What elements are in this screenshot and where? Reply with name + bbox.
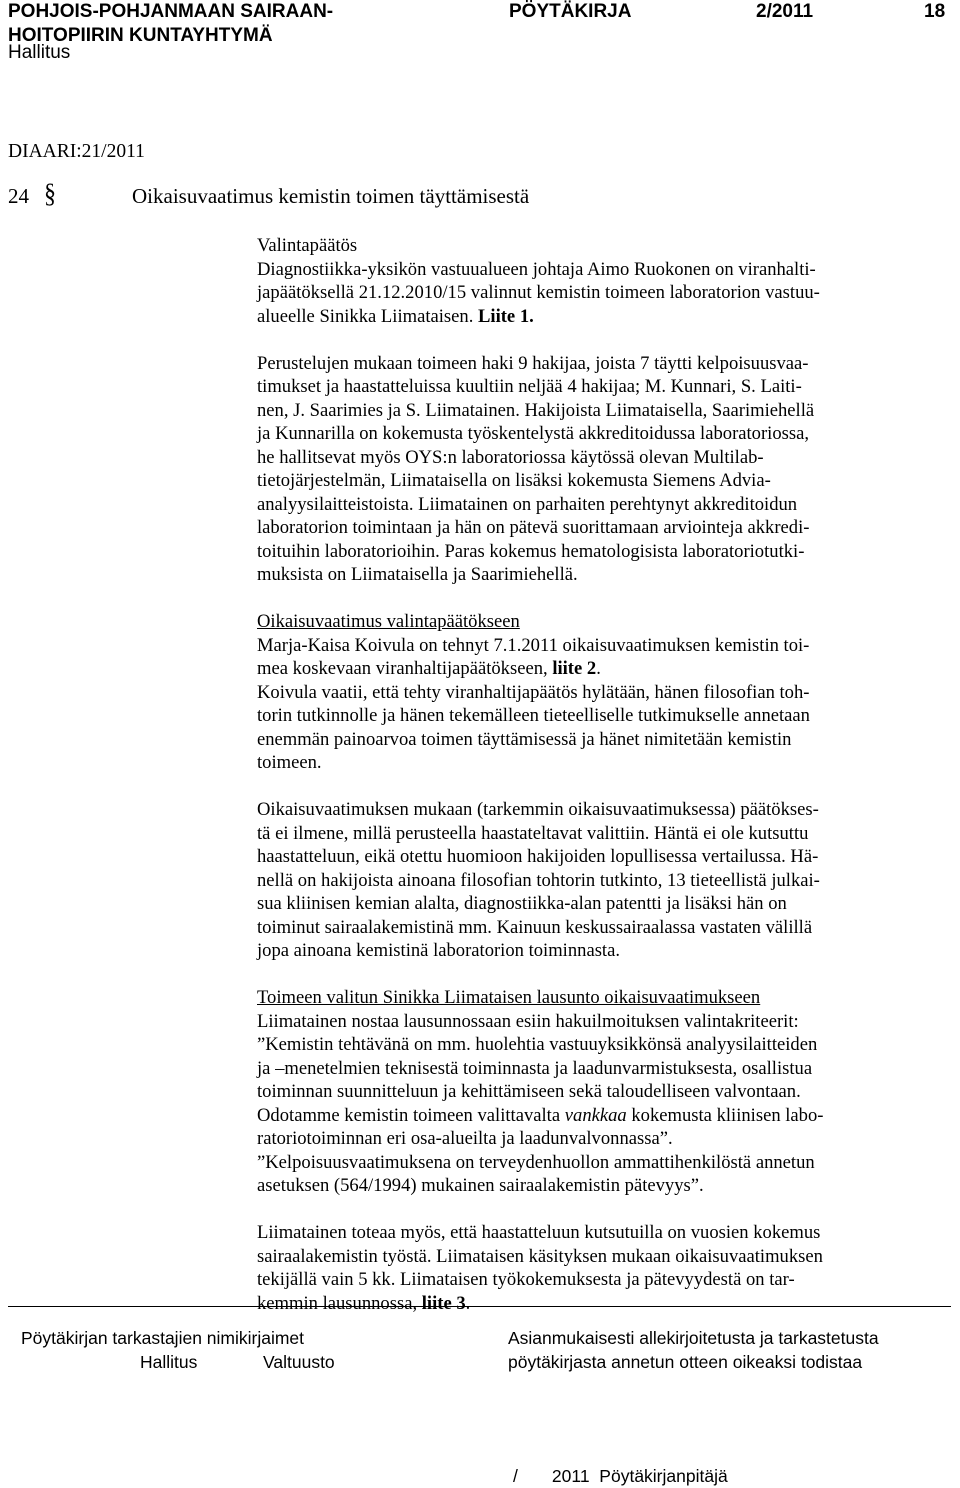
period: .: [596, 658, 601, 679]
line: nellä on hakijoista ainoana filosofian tohtorin tutkinto, 13 tieteellistä julkai-: [257, 869, 820, 891]
line: japäätöksellä 21.12.2010/15 valinnut kemistin toimeen laboratorion vastuu-: [257, 282, 820, 303]
period: .: [465, 1292, 471, 1314]
attachment-ref-2: liite 2: [552, 658, 597, 679]
line: haastatteluun, eikä otettu huomioon hakijoiden lopullisessa vertailussa. Hä-: [257, 846, 819, 867]
document-body: [257, 234, 951, 1315]
line: Perustelujen mukaan toimeen haki 9 hakijaa, joista 7 täytti kelpoisuusvaa-: [257, 352, 809, 374]
line: ja Kunnarilla on kokemusta työskentelystä akkreditoidussa laboratoriossa,: [257, 423, 810, 444]
line: Odotamme kemistin toimeen valittavalta: [257, 1104, 565, 1126]
attachment-ref-3: liite 3: [421, 1292, 466, 1314]
line: analyysilaitteistoista. Liimatainen on parhaiten perehtynyt akkreditoidun: [257, 493, 798, 515]
line: ”Kelpoisuusvaatimuksena on terveydenhuollon ammattihenkilöstä annetun: [257, 1151, 815, 1173]
line: nen, J. Saarimies ja S. Liimatainen. Hakijoista Liimataisella, Saarimiehellä: [257, 399, 815, 421]
paragraph-statement: [257, 1010, 951, 1198]
paragraph-decision: [257, 258, 951, 329]
paragraph-appeal-details: [257, 798, 951, 963]
line: tietojärjestelmän, Liimataisella on lisäksi kokemusta Siemens Advia-: [257, 470, 771, 491]
line: Diagnostiikka-yksikön vastuualueen johtaja Aimo Ruokonen on viranhalti-: [257, 258, 816, 280]
signature-year: 2011: [551, 1466, 590, 1486]
line: asetuksen (564/1994) mukainen sairaalakemistin pätevyys”.: [257, 1175, 704, 1196]
emphasis-word: vankkaa: [564, 1104, 627, 1126]
document-number: 2/2011: [756, 1, 814, 22]
line: toituihin laboratorioihin. Paras kokemus hematologisista laboratoriotutki-: [257, 540, 805, 562]
line: Oikaisuvaatimuksen mukaan (tarkemmin oikaisuvaatimuksessa) päätökses-: [257, 799, 819, 820]
heading-statement: Toimeen valitun Sinikka Liimataisen lausunto oikaisuvaatimukseen: [257, 987, 761, 1008]
line: Liimatainen nostaa lausunnossaan esiin hakuilmoituksen valintakriteerit:: [257, 1010, 799, 1032]
signatures-label: Pöytäkirjan tarkastajien nimikirjaimet: [21, 1328, 305, 1348]
line: toiminnan suunnitteluun ja kehittämiseen sekä taloudelliseen valvontaan.: [257, 1081, 801, 1102]
organization-line-2: HOITOPIIRIN KUNTAYHTYMÄ: [8, 25, 273, 46]
line: kokemusta kliinisen labo-: [626, 1104, 824, 1126]
line: he hallitsevat myös OYS:n laboratoriossa käytössä olevan Multilab-: [257, 446, 764, 468]
line: ja –menetelmien teknisestä toiminnasta ja laadunvarmistuksesta, osallistua: [257, 1057, 813, 1079]
line: torin tutkinnolle ja hänen tekemälleen tieteelliselle tutkimukselle annetaan: [257, 705, 810, 726]
line: Marja-Kaisa Koivula on tehnyt 7.1.2011 oikaisuvaatimuksen kemistin toi-: [257, 634, 810, 656]
minutes-keeper: Pöytäkirjanpitäjä: [599, 1466, 728, 1486]
document-type: PÖYTÄKIRJA: [509, 1, 632, 22]
line: enemmän painoarvoa toimen täyttämisessä ja hänet nimitetään kemistin: [257, 728, 792, 750]
organization-line-1: POHJOIS-POHJANMAAN SAIRAAN-: [8, 1, 334, 22]
line: sua kliinisen kemian alalta, diagnostiikka-alan patentti ja lisäksi hän on: [257, 893, 787, 914]
signature-date-line: [513, 1464, 728, 1488]
signature-column-hallitus: Hallitus: [140, 1352, 198, 1372]
paragraph-rationale: [257, 352, 951, 587]
line: laboratorion toimintaan ja hän on pätevä suorittamaan arviointeja akkredi-: [257, 517, 810, 538]
line: toimeen.: [257, 752, 322, 773]
line: sairaalakemistin työstä. Liimataisen käsityksen mukaan oikaisuvaatimuksen: [257, 1245, 823, 1267]
line: ”Kemistin tehtävänä on mm. huolehtia vastuuyksikkönsä analyysilaitteiden: [257, 1034, 818, 1055]
body-name: Hallitus: [8, 42, 71, 63]
footer-divider: [8, 1306, 951, 1307]
paragraph-conclusion: [257, 1221, 951, 1315]
line: timukset ja haastatteluissa kuultiin neljää 4 hakijaa; M. Kunnari, S. Laiti-: [257, 376, 802, 397]
heading-valintapaatos: Valintapäätös: [257, 235, 358, 256]
line: toiminut sairaalakemistinä mm. Kainuun keskussairaalassa vastaten välillä: [257, 916, 813, 938]
heading-oikaisuvaatimus: Oikaisuvaatimus valintapäätökseen: [257, 611, 520, 632]
section-number: 24: [8, 184, 29, 208]
line: muksista on Liimataisella ja Saarimiehellä.: [257, 564, 578, 585]
paragraph-appeal: [257, 634, 951, 775]
line: jopa ainoana kemistinä laboratorion toiminnasta.: [257, 940, 620, 961]
certification-line-2: pöytäkirjasta annetun otteen oikeaksi todistaa: [508, 1352, 863, 1372]
diaari-number: DIAARI:21/2011: [8, 141, 145, 162]
date-slash: /: [513, 1466, 518, 1486]
line: tä ei ilmene, millä perusteella haastateltavat valittiin. Häntä ei ole kutsuttu: [257, 822, 809, 844]
line: Liimatainen toteaa myös, että haastatteluun kutsutuilla on vuosien kokemus: [257, 1222, 821, 1243]
line: alueelle Sinikka Liimataisen.: [257, 305, 478, 327]
section-mark: §: [44, 178, 56, 209]
line: ratoriotoiminnan eri osa-alueilta ja laadunvalvonnassa”.: [257, 1128, 673, 1149]
line: mea koskevaan viranhaltijapäätökseen,: [257, 658, 553, 679]
section-title: Oikaisuvaatimus kemistin toimen täyttämisestä: [132, 184, 530, 208]
page-number: 18: [924, 1, 946, 22]
signature-column-valtuusto: Valtuusto: [263, 1352, 335, 1372]
attachment-ref-1: Liite 1.: [478, 305, 534, 327]
line: tekijällä vain 5 kk. Liimataisen työkokemuksesta ja pätevyydestä on tar-: [257, 1269, 795, 1290]
line: Koivula vaatii, että tehty viranhaltijapäätös hylätään, hänen filosofian toh-: [257, 681, 810, 703]
organization-name: [8, 0, 333, 48]
line: kemmin lausunnossa,: [257, 1292, 422, 1314]
certification-line-1: Asianmukaisesti allekirjoitetusta ja tarkastetusta: [508, 1328, 879, 1348]
